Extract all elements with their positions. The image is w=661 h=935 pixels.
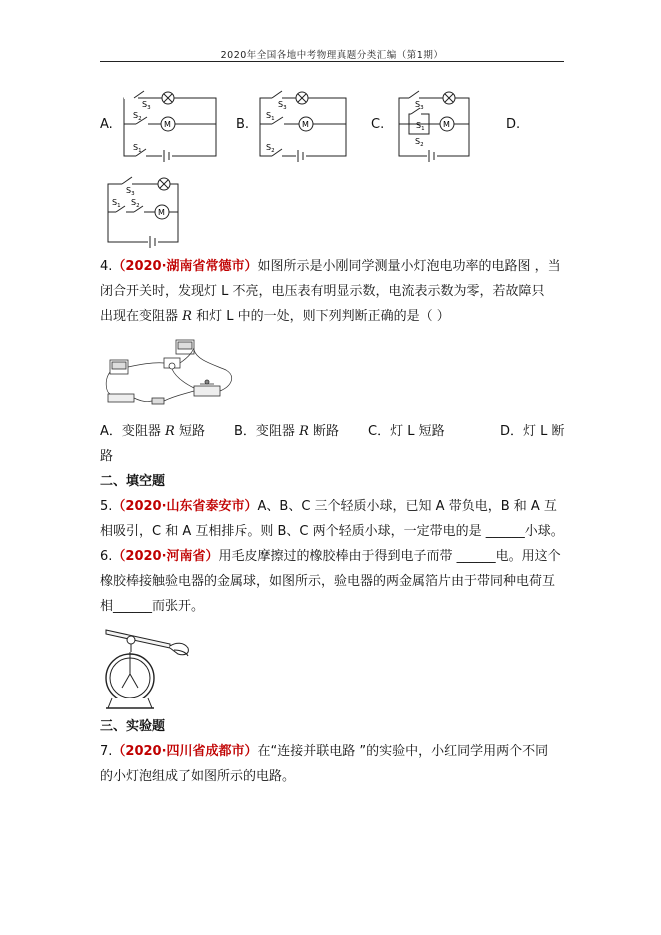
- page-header: 2020年全国各地中考物理真题分类汇编（第1期）: [220, 50, 444, 61]
- svg-text:M: M: [302, 120, 309, 129]
- svg-text:M: M: [164, 120, 171, 129]
- q4-option-c: C．灯 L 短路: [368, 424, 445, 439]
- q4-line-3: 出现在变阻器 R 和灯 L 中的一处，则下列判断正确的是（ ）: [100, 309, 450, 324]
- q6-line-1: 6.（2020·河南省）用毛皮摩擦过的橡胶棒由于得到电子而带 ______电。用这个: [100, 549, 561, 564]
- header-divider: [100, 61, 564, 62]
- svg-text:S2: $S_2$: [266, 143, 275, 154]
- option-a-label: A.: [100, 117, 113, 132]
- svg-text:S3: $S_3$: [415, 100, 424, 111]
- q4-option-a: A．变阻器 R 短路: [100, 424, 205, 439]
- q7-source: （2020·四川省成都市）: [112, 744, 258, 759]
- q4-option-d-continued: 路: [100, 449, 114, 464]
- svg-text:S2: $S_2$: [133, 111, 142, 122]
- q4-option-b: B．变阻器 R 断路: [234, 424, 339, 439]
- svg-text:M: M: [158, 208, 165, 217]
- q4-experiment-illustration: [102, 336, 242, 412]
- q5-line-1: 5.（2020·山东省泰安市）A、B、C 三个轻质小球，已知 A 带负电，B 和 A 互: [100, 499, 557, 514]
- option-b-label: B.: [236, 117, 250, 132]
- q7-line-2: 的小灯泡组成了如图所示的电路。: [100, 769, 296, 784]
- circuit-diagram-c: [395, 86, 475, 161]
- electroscope-illustration: [100, 626, 196, 710]
- q5-source: （2020·山东省泰安市）: [112, 499, 258, 514]
- q4-line-1: 4.（2020·湖南省常德市）如图所示是小刚同学测量小灯泡电功率的电路图 ，当: [100, 259, 561, 274]
- svg-text:S2: $S_2$: [131, 198, 140, 209]
- svg-text:S1: $S_1$: [112, 198, 121, 209]
- svg-text:M: M: [443, 120, 450, 129]
- q6-source: （2020·河南省）: [112, 549, 219, 564]
- svg-text:S3: $S_3$: [126, 186, 135, 197]
- q6-line-2: 橡胶棒接触验电器的金属球，如图所示，验电器的两金属箔片由于带同种电荷互: [100, 574, 556, 589]
- svg-text:S1: $S_1$: [416, 121, 425, 132]
- q5-line-2: 相吸引，C 和 A 互相排斥。则 B、C 两个轻质小球，一定带电的是 ______小球。: [100, 524, 564, 539]
- option-c-label: C.: [371, 117, 385, 132]
- svg-text:S3: $S_3$: [278, 100, 287, 111]
- circuit-diagram-d: [104, 174, 184, 246]
- svg-text:S1: $S_1$: [266, 111, 275, 122]
- q4-source: （2020·湖南省常德市）: [112, 259, 258, 274]
- svg-text:S2: $S_2$: [415, 137, 424, 148]
- q4-option-d: D．灯 L 断: [500, 424, 565, 439]
- section-experiment-title: 三、实验题: [100, 719, 166, 734]
- svg-text:S1: $S_1$: [133, 143, 142, 154]
- q6-line-3: 相______而张开。: [100, 599, 205, 614]
- q7-line-1: 7.（2020·四川省成都市）在“连接并联电路 ”的实验中，小红同学用两个不同: [100, 744, 549, 759]
- circuit-diagram-b: [256, 86, 351, 161]
- section-fill-in-blank-title: 二、填空题: [100, 474, 166, 489]
- q4-line-2: 闭合开关时，发现灯 L 不亮，电压表有明显示数，电流表示数为零，若故障只: [100, 284, 545, 299]
- option-d-label: D.: [506, 117, 521, 132]
- svg-text:S3: $S_3$: [142, 100, 151, 111]
- circuit-diagram-a: [120, 86, 220, 161]
